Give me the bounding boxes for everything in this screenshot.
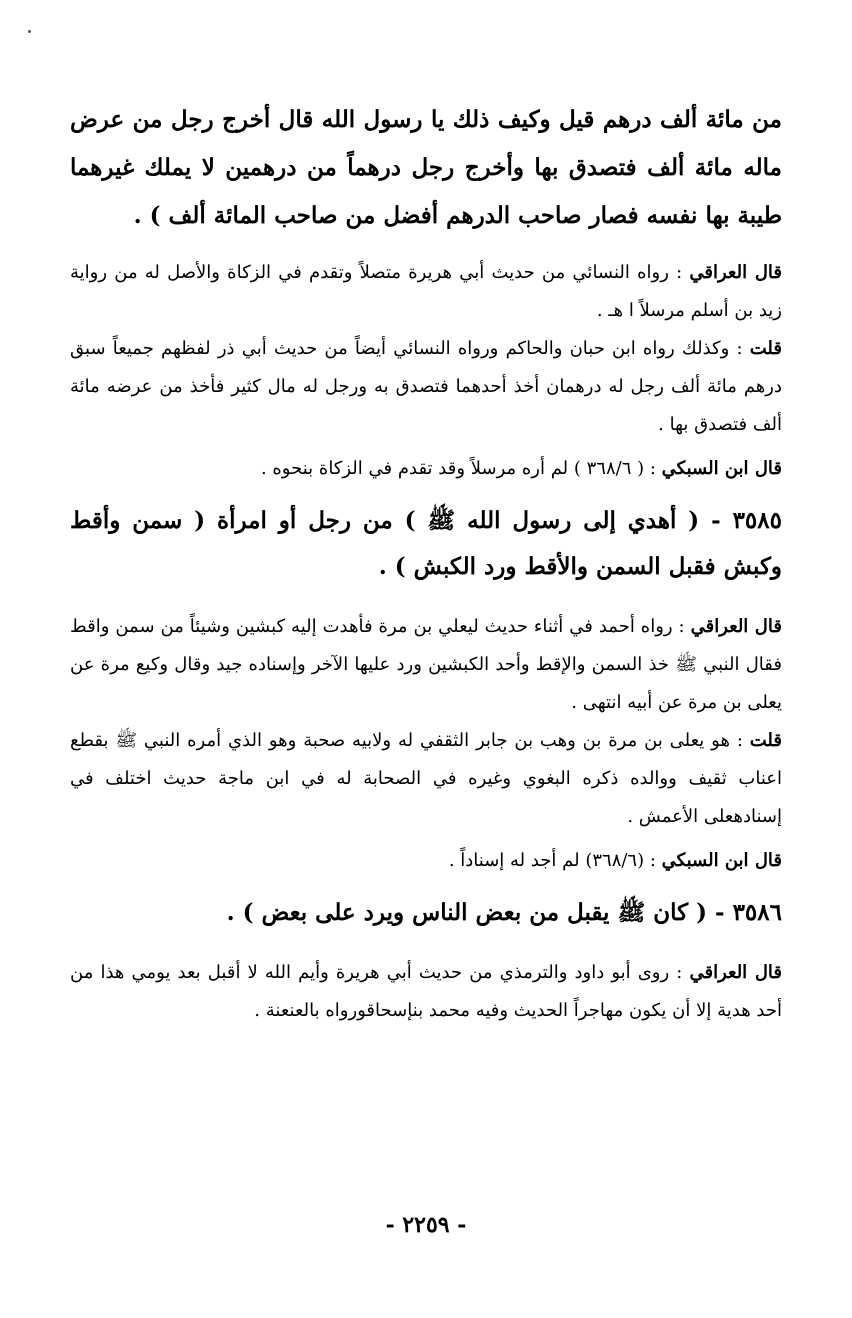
qultu-text: : وكذلك رواه ابن حبان والحاكم ورواه النسائي أيضاً من حديث أبي ذر لفظهم جميعاً سبق درهم مائة ألف رجل له درهمان أخذ أحدهما فتصدق به ورجل له مال كثير فأخذ من عرضه مائة ألف فتصدق بها .	[70, 338, 782, 435]
iraqi-comment	[70, 608, 782, 722]
subki-comment	[70, 842, 782, 880]
iraqi-label: قال العراقي	[689, 962, 782, 983]
hadith-3586	[70, 890, 782, 936]
qultu-label: قلت	[749, 338, 782, 359]
qultu-comment	[70, 722, 782, 836]
iraqi-comment	[70, 254, 782, 330]
iraqi-text: : روى أبو داود والترمذي من حديث أبي هريرة وأيم الله لا أقبل بعد يومي هذا من أحد هدية إلا أن يكون مهاجراً الحديث وفيه محمد بنإسحاقورواه بالعنعنة .	[70, 962, 782, 1021]
iraqi-text: : رواه أحمد في أثناء حديث ليعلي بن مرة فأهدت إليه كبشين وشيئاً من سمن واقط فقال النبي ﷺ خذ السمن والإقط وأحد الكبشين ورد عليها الآخر وإسناده جيد وقال وكيع مرة عن يعلى بن مرة عن أبيه انتهى .	[70, 616, 782, 713]
subki-comment	[70, 450, 782, 488]
scan-speck	[28, 30, 31, 33]
page-body	[70, 96, 782, 1040]
qultu-text: : هو يعلى بن مرة بن وهب بن جابر الثقفي له ولابيه صحبة وهو الذي أمره النبي ﷺ بقطع اعناب ثقيف ووالده ذكره البغوي وغيره في الصحابة له في ابن ماجة حديث اختلف في إسنادهعلى الأعمش .	[70, 730, 782, 827]
subki-label: قال ابن السبكي	[661, 458, 782, 479]
iraqi-label: قال العراقي	[689, 262, 782, 283]
commentary-block-1	[70, 254, 782, 488]
iraqi-text: : رواه النسائي من حديث أبي هريرة متصلاً وتقدم في الزكاة والأصل له من رواية زيد بن أسلم مرسلاً ا هـ .	[70, 262, 782, 321]
hadith-text: ( أهدي إلى رسول الله ﷺ ) من رجل أو امرأة ( سمن وأقط وكبش فقبل السمن والأقط ورد الكبش ) .	[70, 507, 782, 580]
qultu-label: قلت	[749, 730, 782, 751]
commentary-block-3	[70, 954, 782, 1030]
hadith-3585	[70, 498, 782, 590]
iraqi-label: قال العراقي	[690, 616, 782, 637]
subki-text: : ( ٣٦٨/٦ ) لم أره مرسلاً وقد تقدم في الزكاة بنحوه .	[260, 458, 656, 479]
commentary-block-2	[70, 608, 782, 880]
hadith-number: ٣٥٨٥ -	[711, 507, 782, 534]
hadith-continuation: من مائة ألف درهم قيل وكيف ذلك يا رسول الله قال أخرج رجل من عرض ماله مائة ألف فتصدق بها وأخرج رجل درهماً من درهمين لا يملك غيرهما طيبة بها نفسه فصار صاحب الدرهم أفضل من صاحب المائة ألف ) .	[70, 106, 782, 229]
qultu-comment	[70, 330, 782, 444]
hadith-text: ( كان ﷺ يقبل من بعض الناس ويرد على بعض ) .	[226, 899, 707, 926]
page-number: - ٢٢٥٩ -	[385, 1212, 467, 1238]
iraqi-comment	[70, 954, 782, 1030]
hadith-number: ٣٥٨٦ -	[715, 899, 782, 926]
subki-label: قال ابن السبكي	[661, 850, 782, 871]
subki-text: : (٣٦٨/٦) لم أجد له إسناداً .	[448, 850, 656, 871]
